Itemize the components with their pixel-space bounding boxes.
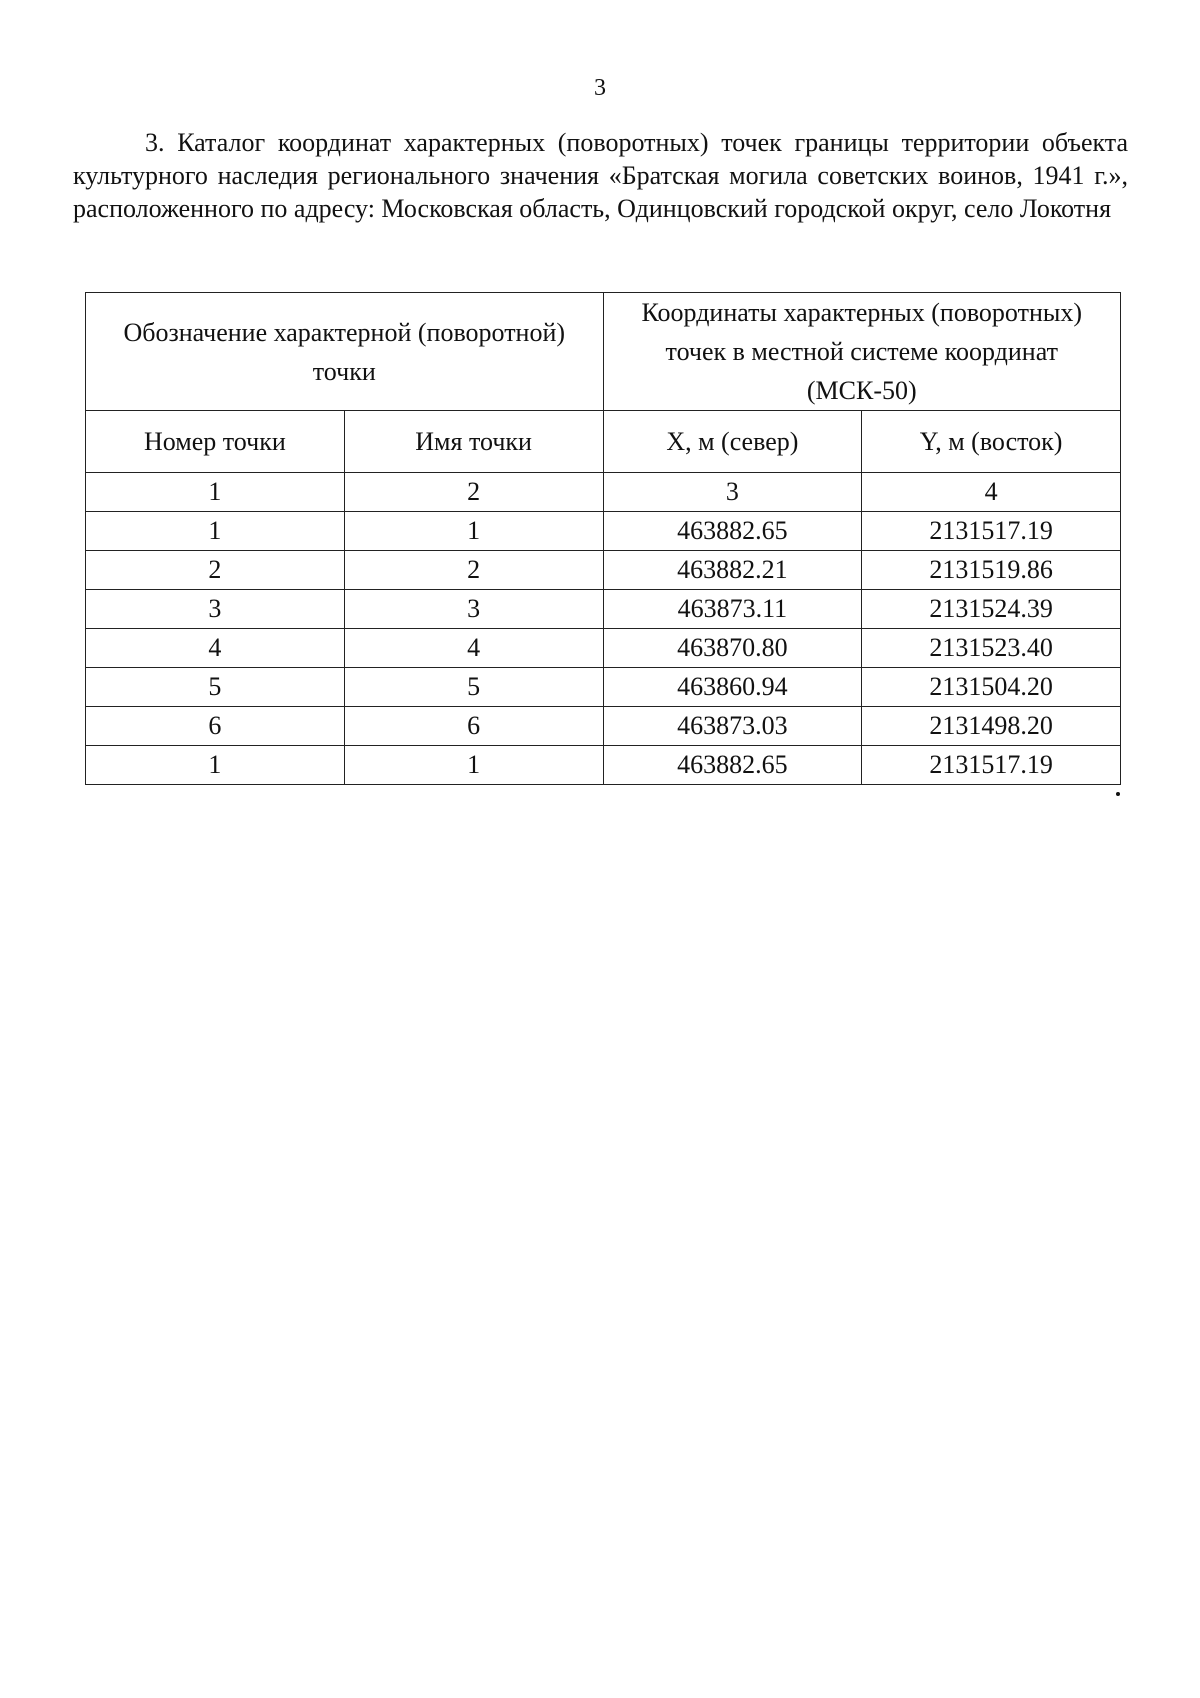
x-coordinate-cell: 463882.21 [603,551,862,590]
point-name-cell: 1 [344,746,603,785]
x-coordinate-cell: 463882.65 [603,746,862,785]
coordinates-table [85,292,1121,785]
point-number-cell: 2 [86,551,345,590]
column-number: 2 [344,473,603,512]
x-coordinate-cell: 463870.80 [603,629,862,668]
table-row [86,746,1121,785]
point-number-cell: 6 [86,707,345,746]
point-name-cell: 4 [344,629,603,668]
column-number: 1 [86,473,345,512]
point-number-cell: 5 [86,668,345,707]
y-coordinate-cell: 2131517.19 [862,746,1121,785]
point-number-cell: 4 [86,629,345,668]
header-point-designation: Обозначение характерной (поворотной) точки [86,293,604,411]
point-number-cell: 1 [86,512,345,551]
header-x-north: X, м (север) [603,411,862,473]
table-row [86,512,1121,551]
table-header-row [86,411,1121,473]
table-header-group-row [86,293,1121,411]
y-coordinate-cell: 2131517.19 [862,512,1121,551]
intro-paragraph: 3. Каталог координат характерных (поворотных) точек границы территории объекта культурного наследия регионального значения «Братская могила советских воинов, 1941 г.», расположенного по адресу: Московская область, Одинцовский городской округ, село Локотня [73,128,1128,223]
y-coordinate-cell: 2131524.39 [862,590,1121,629]
column-number: 4 [862,473,1121,512]
page-number: 3 [594,75,606,101]
table-row [86,668,1121,707]
y-coordinate-cell: 2131523.40 [862,629,1121,668]
trailing-period-mark [1116,792,1120,796]
header-point-number: Номер точки [86,411,345,473]
table-row [86,707,1121,746]
point-number-cell: 1 [86,746,345,785]
point-name-cell: 3 [344,590,603,629]
point-name-cell: 5 [344,668,603,707]
y-coordinate-cell: 2131498.20 [862,707,1121,746]
header-point-name: Имя точки [344,411,603,473]
point-name-cell: 2 [344,551,603,590]
x-coordinate-cell: 463860.94 [603,668,862,707]
y-coordinate-cell: 2131519.86 [862,551,1121,590]
column-number-row [86,473,1121,512]
header-y-east: Y, м (восток) [862,411,1121,473]
table-row [86,590,1121,629]
point-name-cell: 1 [344,512,603,551]
table-row [86,551,1121,590]
point-name-cell: 6 [344,707,603,746]
column-number: 3 [603,473,862,512]
table-row [86,629,1121,668]
header-coordinates: Координаты характерных (поворотных) точек в местной системе координат (МСК-50) [603,293,1121,411]
point-number-cell: 3 [86,590,345,629]
y-coordinate-cell: 2131504.20 [862,668,1121,707]
x-coordinate-cell: 463873.11 [603,590,862,629]
x-coordinate-cell: 463873.03 [603,707,862,746]
x-coordinate-cell: 463882.65 [603,512,862,551]
